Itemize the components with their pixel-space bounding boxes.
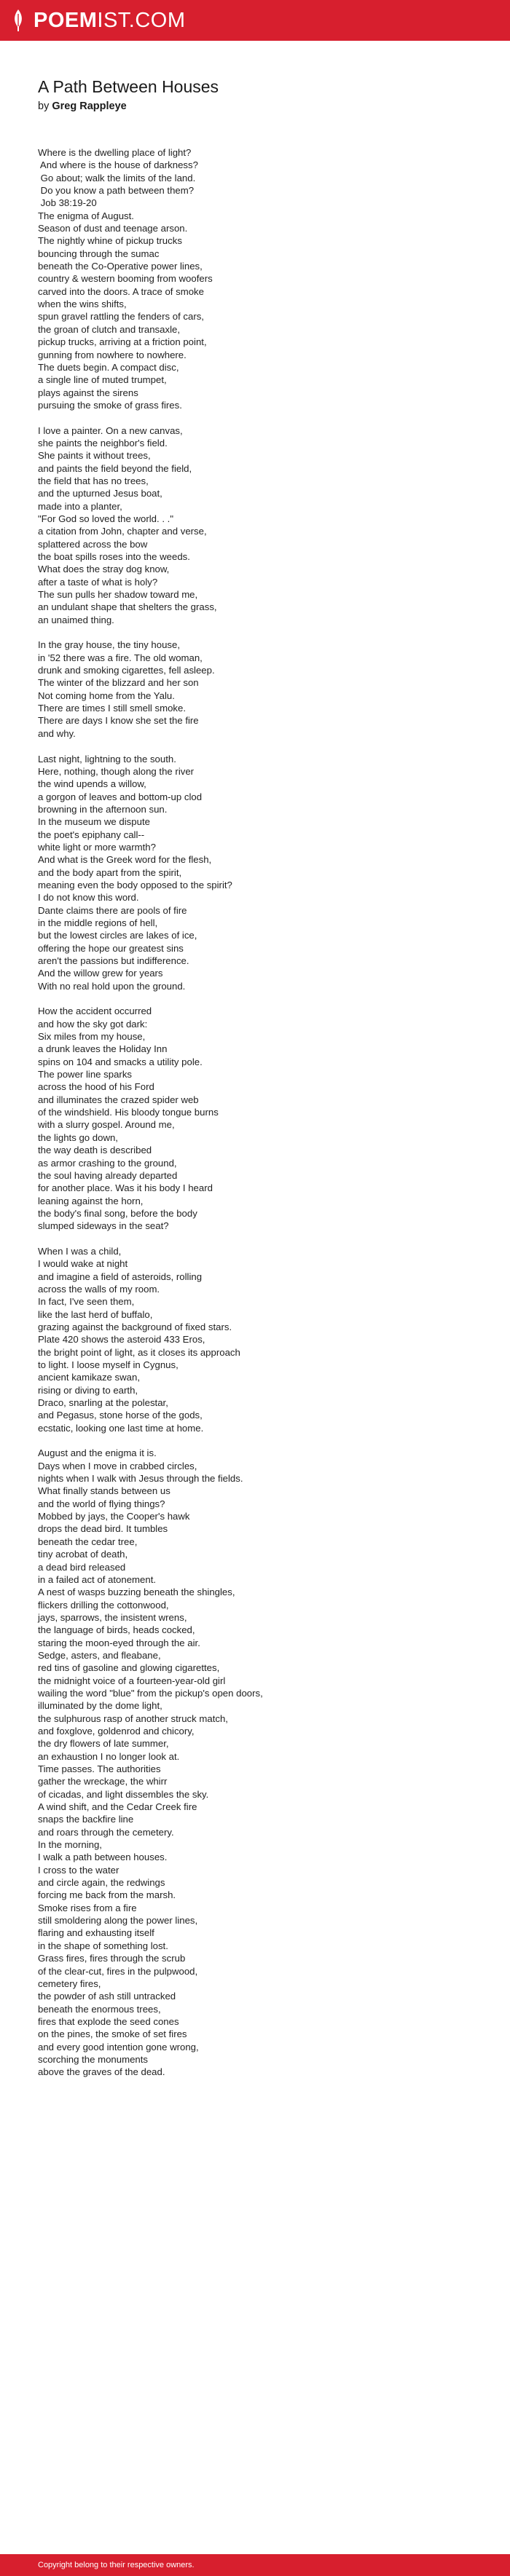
poem-line: the sulphurous rasp of another struck match,	[38, 1712, 228, 1724]
stanza	[38, 1447, 475, 2078]
poem-line: Time passes. The authorities	[38, 1763, 161, 1774]
poem-line: the boat spills roses into the weeds.	[38, 551, 190, 562]
poem-line: the soul having already departed	[38, 1169, 178, 1181]
poem-line: A nest of wasps buzzing beneath the shingles,	[38, 1587, 235, 1598]
poem-line: to light. I loose myself in Cygnus,	[38, 1359, 178, 1370]
poem-line: and circle again, the redwings	[38, 1877, 165, 1889]
byline	[38, 99, 475, 114]
poem-line: and the body apart from the spirit,	[38, 866, 182, 878]
site-footer	[0, 2554, 510, 2576]
poem-line: jays, sparrows, the insistent wrens,	[38, 1611, 187, 1623]
poem-line: and every good intention gone wrong,	[38, 2041, 199, 2052]
poem-line: the language of birds, heads cocked,	[38, 1624, 195, 1636]
poem-line: What finally stands between us	[38, 1485, 170, 1497]
poem-line: Dante claims there are pools of fire	[38, 904, 187, 916]
poem-line: gunning from nowhere to nowhere.	[38, 349, 187, 360]
poem-line: the way death is described	[38, 1145, 152, 1156]
by-label: by	[38, 100, 50, 112]
poem-line: a citation from John, chapter and verse,	[38, 526, 207, 537]
poem-line: tiny acrobat of death,	[38, 1549, 128, 1560]
poem-line: drops the dead bird. It tumbles	[38, 1523, 168, 1535]
stanza	[38, 424, 475, 627]
poem-line: Grass fires, fires through the scrub	[38, 1953, 186, 1964]
poem-line: illuminated by the dome light,	[38, 1700, 162, 1712]
poem-line: and imagine a field of asteroids, rolling	[38, 1271, 203, 1282]
poem-line: in the shape of something lost.	[38, 1940, 168, 1951]
poem-line: The power line sparks	[38, 1069, 133, 1080]
poem-line: gather the wreckage, the whirr	[38, 1776, 168, 1787]
poem-line: In the morning,	[38, 1839, 102, 1851]
poem-line: Not coming home from the Yalu.	[38, 690, 175, 701]
poem-line: and how the sky got dark:	[38, 1018, 148, 1030]
stanza	[38, 1005, 475, 1232]
poem-line: The sun pulls her shadow toward me,	[38, 589, 198, 601]
poem-line: And the willow grew for years	[38, 968, 163, 979]
poem-line: the groan of clutch and transaxle,	[38, 323, 181, 335]
poem-line: with a slurry gospel. Around me,	[38, 1119, 175, 1131]
poem-line: and why.	[38, 727, 76, 739]
poem-line: The duets begin. A compact disc,	[38, 361, 179, 373]
poem-line: still smoldering along the power lines,	[38, 1915, 198, 1927]
poem-line: in '52 there was a fire. The old woman,	[38, 652, 203, 663]
poem-line: Plate 420 shows the asteroid 433 Eros,	[38, 1334, 205, 1346]
poem-line: Here, nothing, though along the river	[38, 765, 195, 777]
poem-line: and roars through the cemetery.	[38, 1826, 174, 1838]
copyright-text: Copyright belong to their respective owners.	[38, 2561, 195, 2569]
poem-line: the powder of ash still untracked	[38, 1991, 176, 2002]
poem-title: A Path Between Houses	[38, 77, 219, 96]
poem-line: a drunk leaves the Holiday Inn	[38, 1043, 168, 1055]
poem-line: flaring and exhausting itself	[38, 1927, 154, 1939]
poem-line: a single line of muted trumpet,	[38, 374, 167, 386]
poem-line: spun gravel rattling the fenders of cars,	[38, 311, 204, 323]
poem-line: in a failed act of atonement.	[38, 1573, 157, 1585]
poem-line: and the upturned Jesus boat,	[38, 488, 162, 499]
poem-line: Where is the dwelling place of light?	[38, 147, 192, 158]
poem-line: country & western booming from woofers	[38, 273, 213, 285]
logo-bold-text: POEM	[34, 8, 98, 32]
stanza	[38, 753, 475, 993]
poem-line: made into a planter,	[38, 500, 122, 512]
poem-line: she paints the neighbor's field.	[38, 437, 168, 449]
poem-line: meaning even the body opposed to the spirit?	[38, 879, 232, 890]
poem-line: the field that has no trees,	[38, 475, 149, 486]
poem-line: Go about; walk the limits of the land.	[38, 172, 196, 183]
poem-line: I cross to the water	[38, 1864, 119, 1876]
poem-line: an undulant shape that shelters the grass,	[38, 601, 217, 613]
poem-line: and paints the field beyond the field,	[38, 462, 192, 474]
poem-line: browning in the afternoon sun.	[38, 803, 168, 815]
poem-line: The nightly whine of pickup trucks	[38, 235, 182, 247]
poem-article	[38, 76, 475, 2091]
poem-line: leaning against the horn,	[38, 1195, 144, 1206]
poem-line: beneath the Co-Operative power lines,	[38, 261, 203, 272]
poem-line: She paints it without trees,	[38, 450, 151, 462]
poem-line: beneath the cedar tree,	[38, 1536, 138, 1547]
poem-line: pursuing the smoke of grass fires.	[38, 399, 182, 411]
poem-line: an exhaustion I no longer look at.	[38, 1750, 180, 1762]
poem-line: cemetery fires,	[38, 1978, 101, 1989]
poem-line: the lights go down,	[38, 1131, 118, 1143]
poem-line: A wind shift, and the Cedar Creek fire	[38, 1801, 197, 1813]
poem-line: and foxglove, goldenrod and chicory,	[38, 1725, 195, 1737]
poem-line: forcing me back from the marsh.	[38, 1889, 176, 1901]
poem-line: and Pegasus, stone horse of the gods,	[38, 1410, 203, 1421]
poem-line: aren't the passions but indifference.	[38, 955, 189, 966]
logo-light-text: IST.COM	[97, 8, 186, 32]
poem-line: in the middle regions of hell,	[38, 917, 158, 928]
poem-line: of the clear-cut, fires in the pulpwood,	[38, 1965, 198, 1977]
poem-line: Draco, snarling at the polestar,	[38, 1397, 168, 1409]
poem-line: as armor crashing to the ground,	[38, 1157, 177, 1169]
poem-line: of the windshield. His bloody tongue burns	[38, 1107, 219, 1118]
poem-line: drunk and smoking cigarettes, fell asleep.	[38, 665, 215, 676]
poem-line: of cicadas, and light dissembles the sky.	[38, 1788, 209, 1800]
poem-line: ancient kamikaze swan,	[38, 1372, 141, 1383]
poem-line: for another place. Was it his body I heard	[38, 1182, 213, 1194]
poem-line: The enigma of August.	[38, 210, 134, 221]
poem-line: In the museum we dispute	[38, 816, 150, 828]
poem-line: across the hood of his Ford	[38, 1081, 154, 1093]
poem-line: plays against the sirens	[38, 387, 138, 398]
poem-line: Do you know a path between them?	[38, 185, 195, 197]
poem-line: I walk a path between houses.	[38, 1852, 168, 1863]
poem-line: In the gray house, the tiny house,	[38, 639, 181, 651]
poem-line: Last night, lightning to the south.	[38, 753, 176, 764]
poem-line: There are times I still smell smoke.	[38, 703, 186, 714]
poem-line: August and the enigma it is.	[38, 1447, 157, 1459]
poem-line: splattered across the bow	[38, 538, 148, 550]
logo-feather-icon[interactable]	[10, 9, 26, 32]
poem-line: the wind upends a willow,	[38, 778, 146, 790]
poem-line: an unaimed thing.	[38, 614, 114, 625]
poem-line: Days when I move in crabbed circles,	[38, 1460, 197, 1471]
poem-line: above the graves of the dead.	[38, 2066, 165, 2078]
poem-line: I love a painter. On a new canvas,	[38, 424, 183, 436]
poem-body	[38, 146, 475, 2079]
poem-line: staring the moon-eyed through the air.	[38, 1637, 200, 1648]
poem-line: the bright point of light, as it closes its approach	[38, 1346, 240, 1358]
poem-line: "For God so loved the world. . ."	[38, 513, 174, 524]
poem-line: In fact, I've seen them,	[38, 1296, 135, 1308]
poem-line: wailing the word "blue" from the pickup's open doors,	[38, 1687, 263, 1699]
poem-line: pickup trucks, arriving at a friction point,	[38, 336, 207, 348]
poem-line: And where is the house of darkness?	[38, 159, 198, 171]
poem-line: There are days I know she set the fire	[38, 715, 199, 727]
poem-line: red tins of gasoline and glowing cigarettes,	[38, 1662, 220, 1674]
poem-line: the dry flowers of late summer,	[38, 1738, 169, 1750]
poem-line: and the world of flying things?	[38, 1498, 165, 1509]
poem-line: bouncing through the sumac	[38, 248, 160, 259]
site-logo[interactable]	[34, 10, 186, 31]
poem-line: like the last herd of buffalo,	[38, 1308, 153, 1320]
poem-line: white light or more warmth?	[38, 841, 156, 853]
stanza	[38, 146, 475, 411]
poem-line: spins on 104 and smacks a utility pole.	[38, 1056, 203, 1067]
poem-line: across the walls of my room.	[38, 1283, 160, 1295]
poem-line: Job 38:19-20	[38, 197, 97, 209]
poem-line: With no real hold upon the ground.	[38, 980, 186, 992]
stanza	[38, 639, 475, 740]
poem-line: And what is the Greek word for the flesh,	[38, 854, 212, 866]
poem-line: carved into the doors. A trace of smoke	[38, 285, 204, 297]
stanza	[38, 1245, 475, 1434]
poem-line: The winter of the blizzard and her son	[38, 677, 199, 689]
poem-line: What does the stray dog know,	[38, 564, 170, 575]
poem-line: Sedge, asters, and fleabane,	[38, 1649, 161, 1661]
author-link[interactable]: Greg Rappleye	[52, 100, 127, 112]
poem-line: Season of dust and teenage arson.	[38, 223, 188, 234]
poem-line: Smoke rises from a fire	[38, 1902, 137, 1913]
site-header	[0, 0, 510, 41]
poem-line: ecstatic, looking one last time at home.	[38, 1422, 204, 1434]
poem-line: beneath the enormous trees,	[38, 2003, 161, 2015]
poem-line: I do not know this word.	[38, 892, 139, 904]
poem-line: a gorgon of leaves and bottom-up clod	[38, 791, 203, 802]
poem-line: nights when I walk with Jesus through the fields.	[38, 1473, 243, 1485]
poem-line: snaps the backfire line	[38, 1814, 134, 1825]
poem-line: offering the hope our greatest sins	[38, 942, 184, 954]
poem-line: rising or diving to earth,	[38, 1384, 138, 1396]
poem-line: but the lowest circles are lakes of ice,	[38, 930, 197, 941]
poem-line: scorching the monuments	[38, 2053, 148, 2065]
poem-line: grazing against the background of fixed stars.	[38, 1321, 232, 1332]
poem-line: on the pines, the smoke of set fires	[38, 2028, 187, 2040]
poem-line: Mobbed by jays, the Cooper's hawk	[38, 1511, 190, 1522]
poem-line: slumped sideways in the seat?	[38, 1220, 169, 1232]
poem-line: a dead bird released	[38, 1561, 126, 1573]
poem-line: the poet's epiphany call--	[38, 829, 145, 840]
poem-line: flickers drilling the cottonwood,	[38, 1599, 169, 1611]
poem-line: fires that explode the seed cones	[38, 2015, 179, 2027]
poem-line: How the accident occurred	[38, 1005, 152, 1017]
poem-line: after a taste of what is holy?	[38, 576, 158, 588]
poem-line: Six miles from my house,	[38, 1031, 146, 1043]
poem-line: when the wins shifts,	[38, 299, 127, 310]
poem-line: and illuminates the crazed spider web	[38, 1094, 199, 1105]
poem-line: the body's final song, before the body	[38, 1207, 197, 1219]
poem-line: When I was a child,	[38, 1245, 122, 1257]
poem-line: the midnight voice of a fourteen-year-old girl	[38, 1675, 226, 1686]
poem-line: I would wake at night	[38, 1258, 128, 1270]
